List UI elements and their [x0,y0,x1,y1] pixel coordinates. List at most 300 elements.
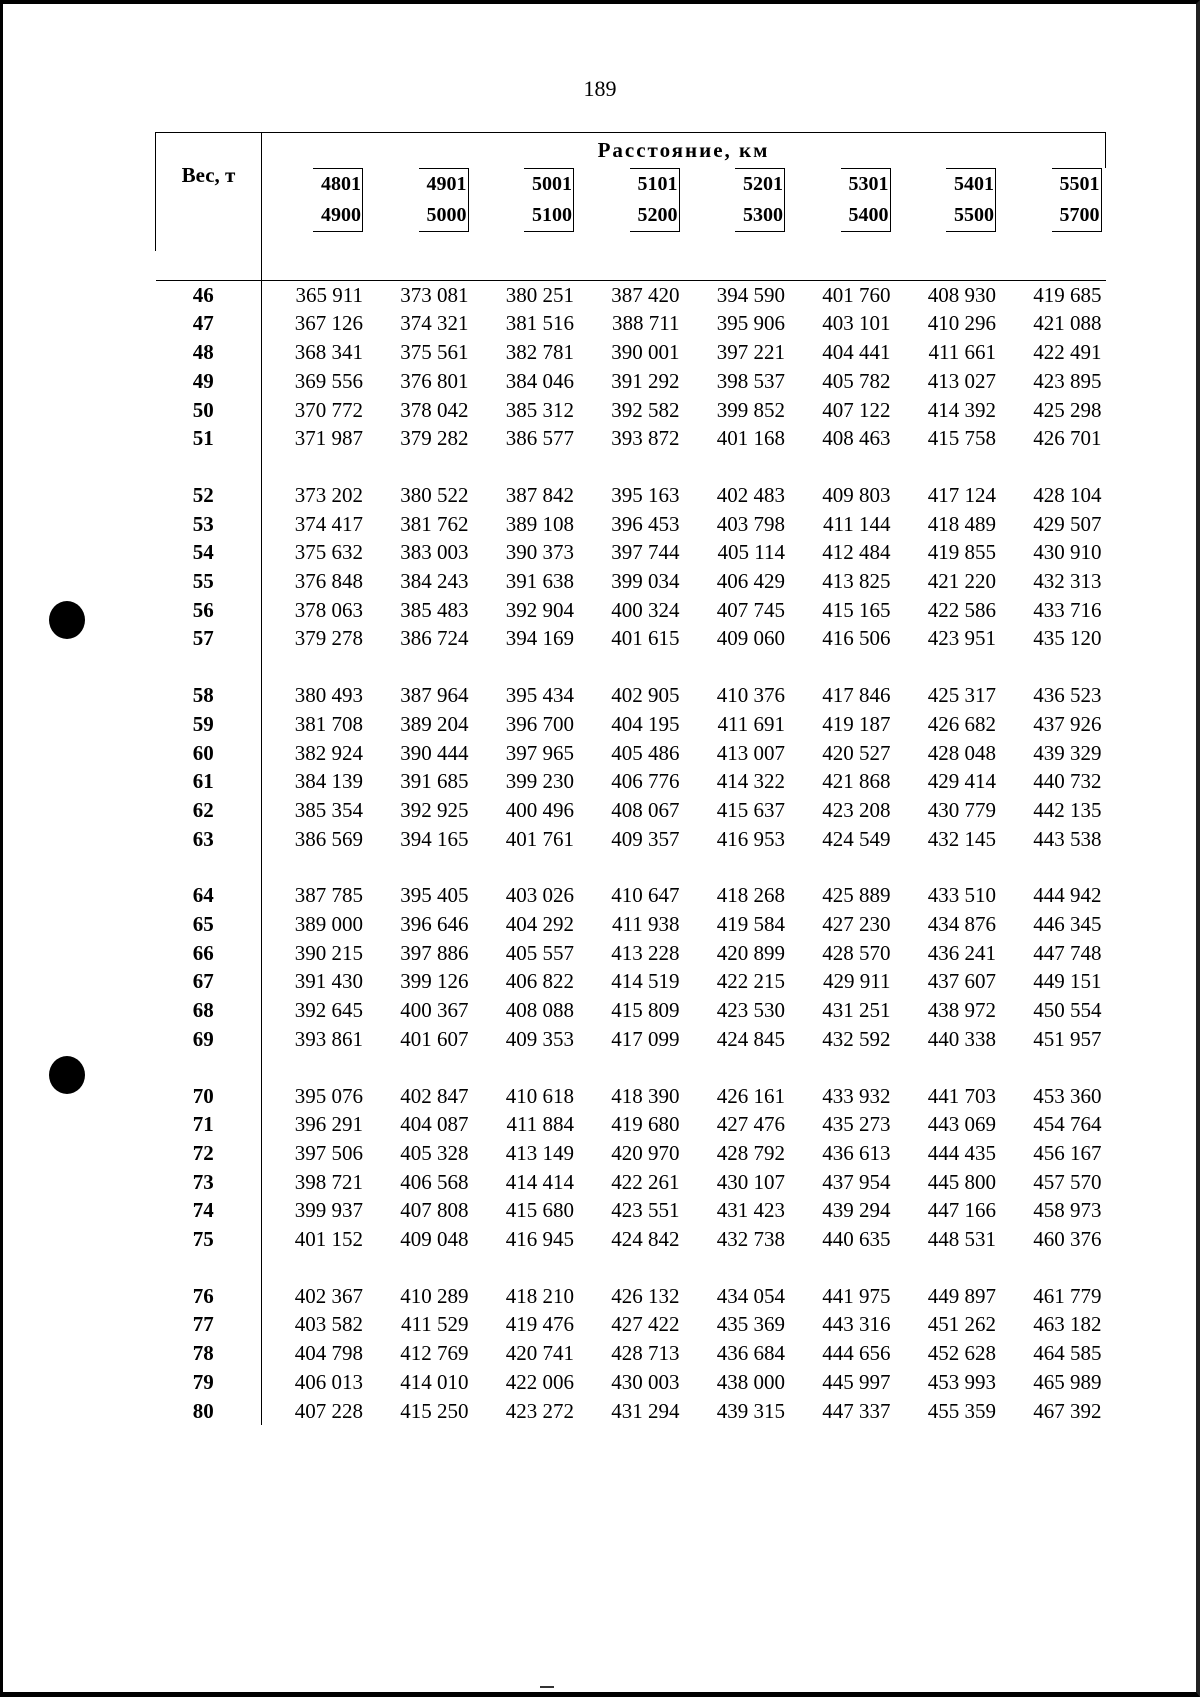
rate-cell: 396 700 [505,711,574,736]
rate-cell: 447 337 [822,1398,891,1423]
group-spacer [156,853,1106,881]
rate-cell: 384 243 [400,569,469,594]
rate-cell: 425 889 [822,883,891,908]
rate-cell: 410 647 [611,883,680,908]
weight-cell: 46 [156,280,262,309]
range-from: 5401 [954,173,994,196]
range-to: 5700 [1059,204,1100,227]
tariff-table [155,132,1106,1425]
distance-range-header [367,168,473,251]
rate-cell: 405 114 [717,540,785,565]
table-row [156,1225,1106,1254]
rate-cell: 441 703 [927,1083,996,1108]
rate-cell: 381 516 [505,311,574,336]
rate-cell: 404 087 [400,1112,469,1137]
table-row [156,1397,1106,1426]
rate-cell: 423 272 [505,1398,574,1423]
range-box [313,168,363,232]
rate-cell: 400 367 [400,998,469,1023]
rate-cell: 393 861 [294,1026,363,1051]
rate-cell: 406 776 [611,769,680,794]
rate-cell: 430 779 [927,797,996,822]
rate-cell: 445 997 [822,1369,891,1394]
rate-cell: 432 145 [927,826,996,851]
rate-cell: 430 003 [611,1369,680,1394]
distance-header: Расстояние, км [262,133,1106,169]
rate-cell: 420 527 [822,740,891,765]
rate-cell: 441 975 [822,1283,891,1308]
rate-cell: 428 713 [611,1341,680,1366]
rate-cell: 407 122 [822,397,891,422]
rate-cell: 447 748 [1033,940,1102,965]
rate-cell: 458 973 [1033,1198,1102,1223]
rate-cell: 406 568 [400,1169,469,1194]
table-row [156,710,1106,739]
rate-cell: 387 842 [505,482,574,507]
weight-cell: 67 [156,967,262,996]
rate-cell: 410 618 [505,1083,574,1108]
weight-cell: 58 [156,681,262,710]
rate-cell: 424 842 [611,1227,680,1252]
range-to: 5500 [954,204,994,227]
rate-cell: 435 273 [822,1112,891,1137]
rate-cell: 408 067 [611,797,680,822]
rate-cell: 410 376 [716,683,785,708]
rate-cell: 421 088 [1033,311,1102,336]
range-from: 4801 [321,173,361,196]
rate-cell: 453 993 [927,1369,996,1394]
table-row [156,1025,1106,1054]
rate-cell: 457 570 [1033,1169,1102,1194]
rate-cell: 402 847 [400,1083,469,1108]
rate-cell: 403 582 [294,1312,363,1337]
distance-range-header [473,168,579,251]
rate-cell: 370 772 [294,397,363,422]
weight-cell: 71 [156,1110,262,1139]
rate-cell: 428 570 [822,940,891,965]
table-row [156,1310,1106,1339]
rate-cell: 415 637 [716,797,785,822]
range-from: 5501 [1059,173,1100,196]
group-spacer [156,453,1106,481]
rate-cell: 411 691 [717,711,785,736]
rate-cell: 451 957 [1033,1026,1102,1051]
rate-cell: 379 282 [400,426,469,451]
rate-cell: 403 101 [822,311,891,336]
table-row [156,538,1106,567]
table-row [156,1110,1106,1139]
rate-cell: 391 430 [294,969,363,994]
table-row [156,767,1106,796]
rate-cell: 439 294 [822,1198,891,1223]
rate-cell: 412 484 [822,540,891,565]
table-row [156,967,1106,996]
table-row [156,1339,1106,1368]
rate-cell: 397 965 [505,740,574,765]
rate-cell: 445 800 [927,1169,996,1194]
rate-cell: 437 954 [822,1169,891,1194]
rate-cell: 391 685 [400,769,469,794]
rate-cell: 397 744 [611,540,680,565]
rate-cell: 378 042 [400,397,469,422]
rate-cell: 423 895 [1033,368,1102,393]
rate-cell: 419 187 [822,711,891,736]
rate-cell: 413 007 [716,740,785,765]
rate-cell: 402 905 [611,683,680,708]
rate-cell: 411 938 [612,912,680,937]
weight-cell: 53 [156,510,262,539]
weight-cell: 78 [156,1339,262,1368]
rate-cell: 400 324 [611,597,680,622]
rate-cell: 401 607 [400,1026,469,1051]
distance-range-header [1000,168,1106,251]
rate-cell: 410 296 [927,311,996,336]
rate-cell: 465 989 [1033,1369,1102,1394]
rate-cell: 401 168 [716,426,785,451]
rate-cell: 392 925 [400,797,469,822]
rate-cell: 420 741 [505,1341,574,1366]
weight-cell: 60 [156,739,262,768]
weight-cell: 62 [156,796,262,825]
rate-cell: 436 613 [822,1140,891,1165]
table-row [156,309,1106,338]
table-row [156,424,1106,453]
range-box [735,168,785,232]
rate-cell: 440 338 [927,1026,996,1051]
rate-cell: 413 027 [927,368,996,393]
distance-range-header [262,168,368,251]
rate-cell: 401 760 [822,282,891,307]
rate-cell: 374 321 [400,311,469,336]
rate-cell: 425 317 [927,683,996,708]
rate-cell: 423 551 [611,1198,680,1223]
rate-cell: 431 423 [716,1198,785,1223]
rate-cell: 438 972 [927,998,996,1023]
table-row [156,910,1106,939]
rate-cell: 397 221 [716,340,785,365]
rate-cell: 421 868 [822,769,891,794]
rate-cell: 418 489 [927,511,996,536]
weight-cell: 63 [156,825,262,854]
rate-cell: 408 088 [505,998,574,1023]
rate-cell: 429 507 [1033,511,1102,536]
rate-cell: 396 453 [611,511,680,536]
rate-cell: 467 392 [1033,1398,1102,1423]
rate-cell: 442 135 [1033,797,1102,822]
rate-cell: 413 228 [611,940,680,965]
rate-cell: 386 724 [400,626,469,651]
rate-cell: 391 638 [505,569,574,594]
range-from: 4901 [426,173,467,196]
weight-cell: 54 [156,538,262,567]
range-box [841,168,891,232]
weight-cell: 48 [156,338,262,367]
rate-cell: 375 632 [294,540,363,565]
rate-cell: 404 441 [822,340,891,365]
rate-cell: 433 932 [822,1083,891,1108]
rate-cell: 395 405 [400,883,469,908]
group-spacer [156,1054,1106,1082]
rate-cell: 464 585 [1033,1341,1102,1366]
rate-cell: 407 745 [716,597,785,622]
range-to: 5200 [637,204,678,227]
table-row [156,881,1106,910]
rate-cell: 380 251 [505,282,574,307]
rate-cell: 419 685 [1033,282,1102,307]
range-to: 5100 [532,204,572,227]
weight-cell: 47 [156,309,262,338]
weight-cell: 51 [156,424,262,453]
punch-hole [49,601,85,639]
rate-cell: 405 486 [611,740,680,765]
rate-cell: 385 483 [400,597,469,622]
rate-cell: 390 001 [611,340,680,365]
rate-cell: 393 872 [611,426,680,451]
rate-cell: 414 322 [716,769,785,794]
rate-cell: 443 316 [822,1312,891,1337]
rate-cell: 368 341 [294,340,363,365]
rate-cell: 399 230 [505,769,574,794]
rate-cell: 395 076 [294,1083,363,1108]
range-from: 5001 [532,173,572,196]
range-box [630,168,680,232]
rate-cell: 379 278 [294,626,363,651]
rate-cell: 437 926 [1033,711,1102,736]
rate-cell: 427 230 [822,912,891,937]
rate-cell: 385 354 [294,797,363,822]
rate-cell: 367 126 [294,311,363,336]
rate-cell: 407 228 [294,1398,363,1423]
rate-cell: 444 942 [1033,883,1102,908]
rate-cell: 399 937 [294,1198,363,1223]
rate-cell: 424 845 [716,1026,785,1051]
range-box [524,168,574,232]
table-row [156,481,1106,510]
rate-cell: 411 661 [928,340,996,365]
weight-cell: 69 [156,1025,262,1054]
rate-cell: 380 522 [400,482,469,507]
rate-cell: 395 434 [505,683,574,708]
rate-cell: 446 345 [1033,912,1102,937]
weight-cell: 73 [156,1168,262,1197]
rate-cell: 383 003 [400,540,469,565]
rate-cell: 376 848 [294,569,363,594]
rate-cell: 369 556 [294,368,363,393]
rate-cell: 449 897 [927,1283,996,1308]
group-spacer [156,653,1106,681]
rate-cell: 452 628 [927,1341,996,1366]
rate-cell: 435 369 [716,1312,785,1337]
rate-cell: 389 204 [400,711,469,736]
page-number: 189 [583,76,617,101]
rate-cell: 418 390 [611,1083,680,1108]
weight-cell: 56 [156,596,262,625]
rate-cell: 411 884 [506,1112,574,1137]
weight-cell: 50 [156,396,262,425]
rate-cell: 432 313 [1033,569,1102,594]
distance-range-header [684,168,790,251]
weight-column-header: Вес, т [156,133,262,252]
rate-cell: 413 149 [505,1140,574,1165]
rate-cell: 411 529 [401,1312,469,1337]
rate-cell: 444 435 [927,1140,996,1165]
rate-cell: 404 195 [611,711,680,736]
rate-cell: 405 328 [400,1140,469,1165]
rate-cell: 451 262 [927,1312,996,1337]
rate-cell: 378 063 [294,597,363,622]
table-row [156,367,1106,396]
rate-cell: 426 132 [611,1283,680,1308]
rate-cell: 440 732 [1033,769,1102,794]
rate-cell: 439 315 [716,1398,785,1423]
distance-range-header [789,168,895,251]
rate-cell: 409 353 [505,1026,574,1051]
rate-cell: 396 291 [294,1112,363,1137]
rate-cell: 409 048 [400,1227,469,1252]
rate-cell: 439 329 [1033,740,1102,765]
rate-cell: 422 491 [1033,340,1102,365]
rate-cell: 424 549 [822,826,891,851]
rate-cell: 403 798 [716,511,785,536]
rate-cell: 392 582 [611,397,680,422]
rate-cell: 387 420 [611,282,680,307]
rate-cell: 428 048 [927,740,996,765]
range-box [1052,168,1102,232]
rate-cell: 374 417 [294,511,363,536]
rate-cell: 443 538 [1033,826,1102,851]
rate-cell: 371 987 [294,426,363,451]
rate-cell: 463 182 [1033,1312,1102,1337]
rate-cell: 373 202 [294,482,363,507]
rate-cell: 382 781 [505,340,574,365]
rate-cell: 423 951 [927,626,996,651]
rate-cell: 394 165 [400,826,469,851]
rate-cell: 429 911 [823,969,891,994]
table-row [156,739,1106,768]
rate-cell: 422 261 [611,1169,680,1194]
rate-cell: 407 808 [400,1198,469,1223]
rate-cell: 455 359 [927,1398,996,1423]
rate-cell: 400 496 [505,797,574,822]
rate-cell: 381 762 [400,511,469,536]
rate-cell: 389 000 [294,912,363,937]
rate-cell: 450 554 [1033,998,1102,1023]
rate-cell: 431 251 [822,998,891,1023]
table-row [156,1139,1106,1168]
range-to: 5300 [743,204,783,227]
rate-cell: 444 656 [822,1341,891,1366]
rate-cell: 461 779 [1033,1283,1102,1308]
range-from: 5201 [743,173,783,196]
table-row [156,825,1106,854]
rate-cell: 401 615 [611,626,680,651]
rate-cell: 417 099 [611,1026,680,1051]
rate-cell: 405 782 [822,368,891,393]
table-header [156,133,1106,252]
rate-cell: 436 241 [927,940,996,965]
rate-cell: 417 124 [927,482,996,507]
rate-cell: 392 645 [294,998,363,1023]
rate-cell: 427 422 [611,1312,680,1337]
rate-cell: 402 367 [294,1283,363,1308]
rate-cell: 409 357 [611,826,680,851]
rate-cell: 431 294 [611,1398,680,1423]
table-row [156,280,1106,309]
weight-cell: 65 [156,910,262,939]
rate-cell: 391 292 [611,368,680,393]
weight-cell: 74 [156,1196,262,1225]
weight-cell: 59 [156,710,262,739]
punch-hole [49,1056,85,1094]
range-to: 5400 [848,204,889,227]
weight-cell: 49 [156,367,262,396]
rate-cell: 426 682 [927,711,996,736]
table-row [156,338,1106,367]
rate-cell: 426 701 [1033,426,1102,451]
weight-cell: 70 [156,1082,262,1111]
rate-cell: 380 493 [294,683,363,708]
rate-cell: 415 809 [611,998,680,1023]
rate-cell: 414 010 [400,1369,469,1394]
range-to: 4900 [321,204,361,227]
rate-cell: 438 000 [716,1369,785,1394]
table-row [156,796,1106,825]
rate-cell: 373 081 [400,282,469,307]
rate-cell: 436 684 [716,1341,785,1366]
weight-cell: 57 [156,624,262,653]
rate-cell: 390 215 [294,940,363,965]
rate-cell: 394 590 [716,282,785,307]
weight-cell: 68 [156,996,262,1025]
rate-cell: 385 312 [505,397,574,422]
rate-cell: 430 107 [716,1169,785,1194]
rate-cell: 419 584 [716,912,785,937]
table-row [156,996,1106,1025]
rate-cell: 422 215 [716,969,785,994]
weight-cell: 66 [156,939,262,968]
rate-cell: 420 899 [716,940,785,965]
rate-cell: 387 964 [400,683,469,708]
rate-cell: 388 711 [612,311,680,336]
rate-cell: 390 444 [400,740,469,765]
rate-cell: 397 506 [294,1140,363,1165]
rate-cell: 456 167 [1033,1140,1102,1165]
rate-cell: 429 414 [927,769,996,794]
table-row [156,1368,1106,1397]
rate-cell: 415 680 [505,1198,574,1223]
rate-cell: 423 530 [716,998,785,1023]
rate-cell: 389 108 [505,511,574,536]
rate-cell: 404 798 [294,1341,363,1366]
rate-cell: 416 506 [822,626,891,651]
rate-cell: 428 104 [1033,482,1102,507]
distance-range-header [895,168,1001,251]
table-row [156,939,1106,968]
range-to: 5000 [426,204,467,227]
rate-cell: 398 537 [716,368,785,393]
rate-cell: 375 561 [400,340,469,365]
rate-cell: 412 769 [400,1341,469,1366]
rate-cell: 447 166 [927,1198,996,1223]
rate-cell: 435 120 [1033,626,1102,651]
weight-cell: 52 [156,481,262,510]
table-body [156,251,1106,1425]
rate-cell: 386 577 [505,426,574,451]
rate-cell: 395 163 [611,482,680,507]
rate-cell: 418 268 [716,883,785,908]
rate-cell: 392 904 [505,597,574,622]
rate-cell: 408 930 [927,282,996,307]
